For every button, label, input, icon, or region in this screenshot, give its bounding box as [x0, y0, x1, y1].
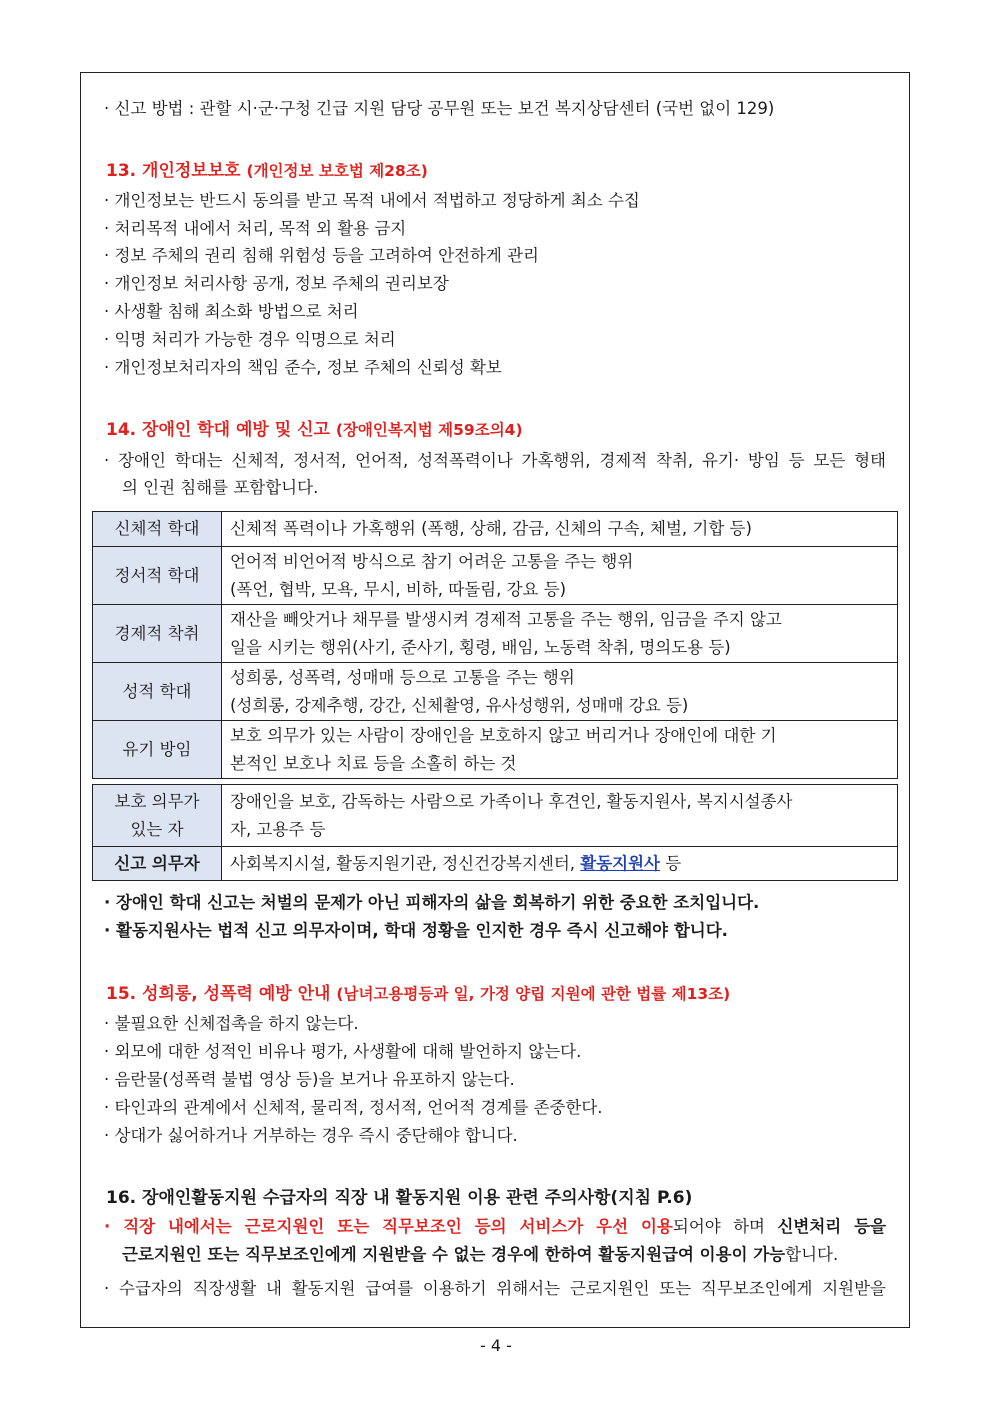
- table-row: [93, 847, 898, 881]
- list-item: · 익명 처리가 가능한 경우 익명으로 처리: [104, 330, 396, 349]
- page-number: - 4 -: [480, 1336, 512, 1355]
- table-value-cell: 신체적 폭력이나 가혹행위 (폭행, 상해, 감금, 신체의 구속, 체벌, 기합 등): [222, 512, 898, 547]
- section-14-title: 14. 장애인 학대 예방 및 신고: [106, 420, 330, 440]
- list-item: · 불필요한 신체접촉을 하지 않는다.: [104, 1014, 359, 1033]
- list-item: · 처리목적 내에서 처리, 목적 외 활용 금지: [104, 219, 407, 238]
- list-item: · 정보 주체의 권리 침해 위험성 등을 고려하여 안전하게 관리: [104, 246, 539, 265]
- list-item: · 음란물(성폭력 불법 영상 등)을 보거나 유포하지 않는다.: [104, 1070, 515, 1089]
- table-row: [93, 721, 898, 779]
- list-item: · 개인정보 처리사항 공개, 정보 주체의 권리보장: [104, 274, 449, 293]
- table-value-cell: 언어적 비언어적 방식으로 참기 어려운 고통을 주는 행위 (폭언, 협박, 모욕, 무시, 비하, 따돌림, 강요 등): [222, 547, 898, 605]
- highlight-text: 활동지원사: [580, 853, 660, 873]
- list-item: · 개인정보처리자의 책임 준수, 정보 주체의 신뢰성 확보: [104, 358, 502, 377]
- table-value-cell: 성희롱, 성폭력, 성매매 등으로 고통을 주는 행위 (성희롱, 강제추행, 강간, 신체촬영, 유사성행위, 성매매 강요 등): [222, 663, 898, 721]
- section-14-note: · 장애인 학대 신고는 처벌의 문제가 아닌 피해자의 삶을 회복하기 위한 중요한 조치입니다.: [104, 893, 760, 912]
- section-13-title: 13. 개인정보보호: [106, 161, 241, 181]
- table-key-cell: 성적 학대: [93, 663, 222, 721]
- table-key-cell: 경제적 착취: [93, 605, 222, 663]
- table-key-cell: 신체적 학대: [93, 512, 222, 547]
- report-method-line: · 신고 방법 : 관할 시·군·구청 긴급 지원 담당 공무원 또는 보건 복지상담센터 (국번 없이 129): [104, 99, 775, 118]
- section-14-ref: (장애인복지법 제59조의4): [335, 421, 523, 439]
- section-15-ref: (남녀고용평등과 일, 가정 양립 지원에 관한 법률 제13조): [336, 985, 731, 1003]
- section-13-heading: [106, 160, 428, 182]
- table-value-cell: 사회복지시설, 활동지원기관, 정신건강복지센터, 활동지원사 등: [222, 847, 898, 881]
- section-14-heading: [106, 419, 523, 441]
- duty-holders-table: [92, 784, 898, 881]
- table-row: [93, 663, 898, 721]
- section-16-paragraph-cont: 근로지원인 또는 직무보조인에게 지원받을 수 없는 경우에 한하여 활동지원급여 이용이 가능합니다.: [122, 1245, 839, 1264]
- section-15-title: 15. 성희롱, 성폭력 예방 안내: [106, 984, 331, 1004]
- list-item: · 외모에 대한 성적인 비유나 평가, 사생활에 대해 발언하지 않는다.: [104, 1042, 582, 1061]
- table-value-cell: 보호 의무가 있는 사람이 장애인을 보호하지 않고 버리거나 장애인에 대한 기 본적인 보호나 치료 등을 소홀히 하는 것: [222, 721, 898, 779]
- section-16-paragraph: · 직장 내에서는 근로지원인 또는 직무보조인 등의 서비스가 우선 이용되어야 하며 신변처리 등을: [104, 1217, 886, 1236]
- table-key-cell: 보호 의무가 있는 자: [93, 785, 222, 847]
- list-item: · 개인정보는 반드시 동의를 받고 목적 내에서 적법하고 정당하게 최소 수집: [104, 191, 640, 210]
- table-value-cell: 장애인을 보호, 감독하는 사람으로 가족이나 후견인, 활동지원사, 복지시설종사 자, 고용주 등: [222, 785, 898, 847]
- table-value-cell: 재산을 빼앗거나 채무를 발생시켜 경제적 고통을 주는 행위, 임금을 주지 않고 일을 시키는 행위(사기, 준사기, 횡령, 배임, 노동력 착취, 명의도용 등): [222, 605, 898, 663]
- table-key-cell: 정서적 학대: [93, 547, 222, 605]
- list-item: · 타인과의 관계에서 신체적, 물리적, 정서적, 언어적 경계를 존중한다.: [104, 1098, 603, 1117]
- table-row: [93, 605, 898, 663]
- section-14-intro-cont: 의 인권 침해를 포함합니다.: [122, 478, 319, 497]
- abuse-types-table: [92, 511, 898, 779]
- table-row: [93, 547, 898, 605]
- table-key-cell: 유기 방임: [93, 721, 222, 779]
- section-14-intro: · 장애인 학대는 신체적, 정서적, 언어적, 성적폭력이나 가혹행위, 경제적 착취, 유기· 방임 등 모든 형태: [104, 451, 886, 470]
- section-14-note: · 활동지원사는 법적 신고 의무자이며, 학대 정황을 인지한 경우 즉시 신고해야 합니다.: [104, 921, 728, 940]
- section-16-heading: 16. 장애인활동지원 수급자의 직장 내 활동지원 이용 관련 주의사항(지침 P.6): [106, 1188, 693, 1208]
- list-item: · 상대가 싫어하거나 거부하는 경우 즉시 중단해야 합니다.: [104, 1126, 518, 1145]
- table-row: [93, 512, 898, 547]
- list-item: · 사생활 침해 최소화 방법으로 처리: [104, 302, 359, 321]
- section-16-paragraph: · 수급자의 직장생활 내 활동지원 급여를 이용하기 위해서는 근로지원인 또는 직무보조인에게 지원받을: [104, 1279, 886, 1298]
- table-key-cell: 신고 의무자: [93, 847, 222, 881]
- table-row: [93, 785, 898, 847]
- section-13-ref: (개인정보 보호법 제28조): [246, 162, 428, 180]
- section-15-heading: [106, 983, 730, 1005]
